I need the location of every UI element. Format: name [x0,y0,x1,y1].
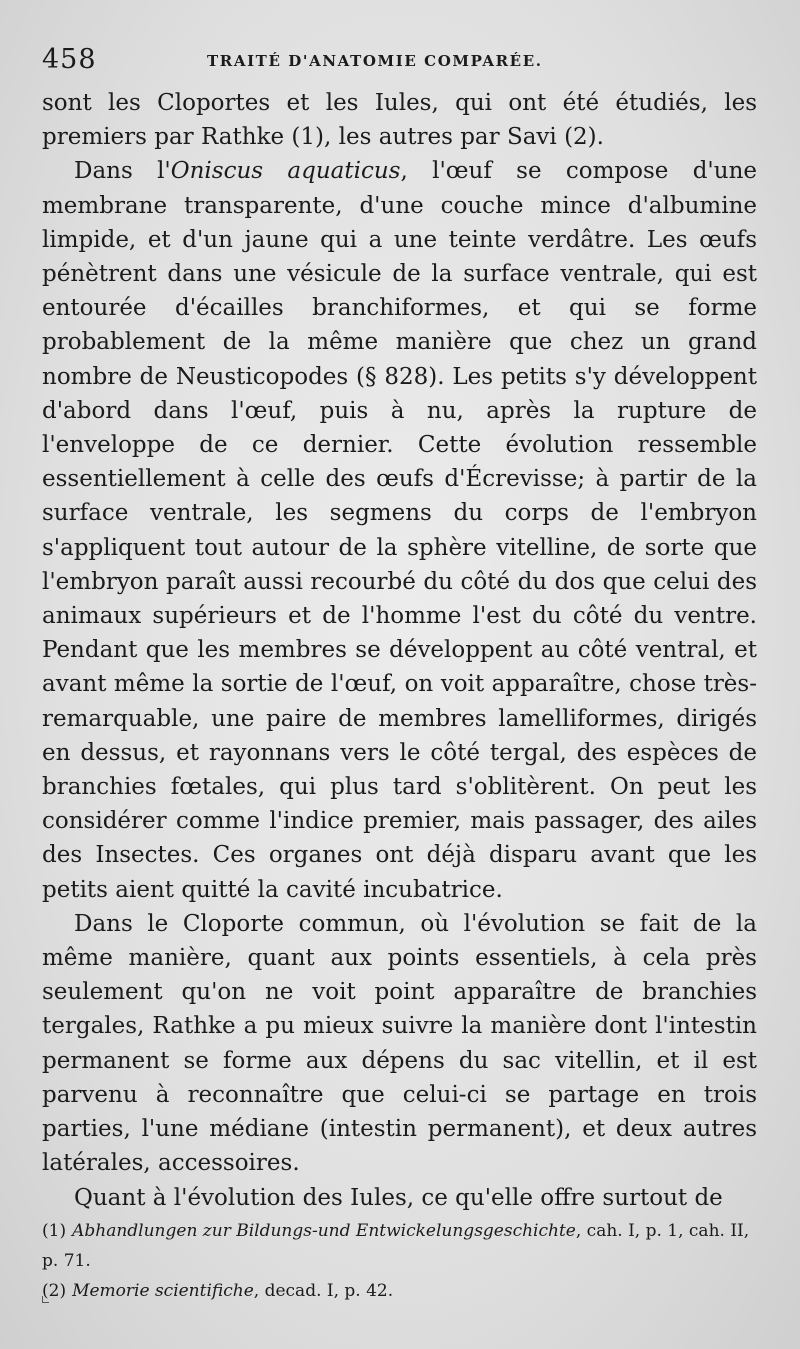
paragraph-text: Quant à l'évolution des Iules, ce qu'elle offre surtout de [74,1184,723,1211]
paragraph-text-lead: Dans l' [74,158,171,185]
footnote-number: (1) [42,1221,67,1241]
paragraph-oniscus [42,154,757,906]
footnote-reference: , decad. I, p. 42. [253,1281,394,1301]
species-name: Oniscus aquaticus [170,158,401,185]
body-text [42,86,757,1215]
print-mark [42,1296,49,1303]
running-head: TRAITÉ D'ANATOMIE COMPARÉE. [207,52,543,70]
paragraph-continuation [42,86,757,154]
page-header [42,44,782,84]
paragraph-text-rest: , l'œuf se compose d'une membrane transparente, d'une couche mince d'albumine limpide, et d'un jaune qui a une teinte verdâtre. Les œufs pénètrent dans une vésicule de la surface ventrale, qui est entourée d'écailles branchiformes, et qui se forme probablement de la même manière que chez un grand nombre de Neusticopodes (§ 828). Les petits s'y développent d'abord dans l'œuf, puis à nu, après la rupture de l'enveloppe de ce dernier. Cette évolution ressemble essentiellement à celle des œufs d'Écrevisse; à partir de la surface ventrale, les segmens du corps de l'embryon s'appliquent tout autour de la sphère vitelline, de sorte que l'embryon paraît aussi recourbé du côté du dos que celui des animaux supérieurs et de l'homme l'est du côté du ventre. Pendant que les membres se développent au côté ventral, et avant même la sortie de l'œuf, on voit apparaître, chose très-remarquable, une paire de membres lamelliformes, dirigés en dessus, et rayonnans vers le côté tergal, des espèces de branchies fœtales, qui plus tard s'oblitèrent. On peut les considérer comme l'indice premier, mais passager, des ailes des Insectes. Ces organes ont déjà disparu avant que les petits aient quitté la cavité incubatrice. [42,158,757,903]
footnote-number: (2) [42,1281,67,1301]
footnotes [42,1216,757,1306]
footnote-reference: , cah. I, p. 1, cah. II, p. 71. [42,1221,750,1271]
page-number: 458 [42,44,97,75]
paragraph-text: sont les Cloportes et les Iules, qui ont été étudiés, les premiers par Rathke (1), les autres par Savi (2). [42,90,757,151]
paragraph-iules [42,1181,757,1215]
footnote-2 [42,1276,757,1306]
paragraph-cloporte [42,907,757,1181]
footnote-1 [42,1216,757,1276]
footnote-title: Abhandlungen zur Bildungs-und Entwickelungsgeschichte [72,1221,576,1241]
footnote-title: Memorie scientifiche [72,1281,254,1301]
paragraph-text: Dans le Cloporte commun, où l'évolution se fait de la même manière, quant aux points essentiels, à cela près seulement qu'on ne voit point apparaître de branchies tergales, Rathke a pu mieux suivre la manière dont l'intestin permanent se forme aux dépens du sac vitellin, et il est parvenu à reconnaître que celui-ci se partage en trois parties, l'une médiane (intestin permanent), et deux autres latérales, accessoires. [42,910,757,1177]
